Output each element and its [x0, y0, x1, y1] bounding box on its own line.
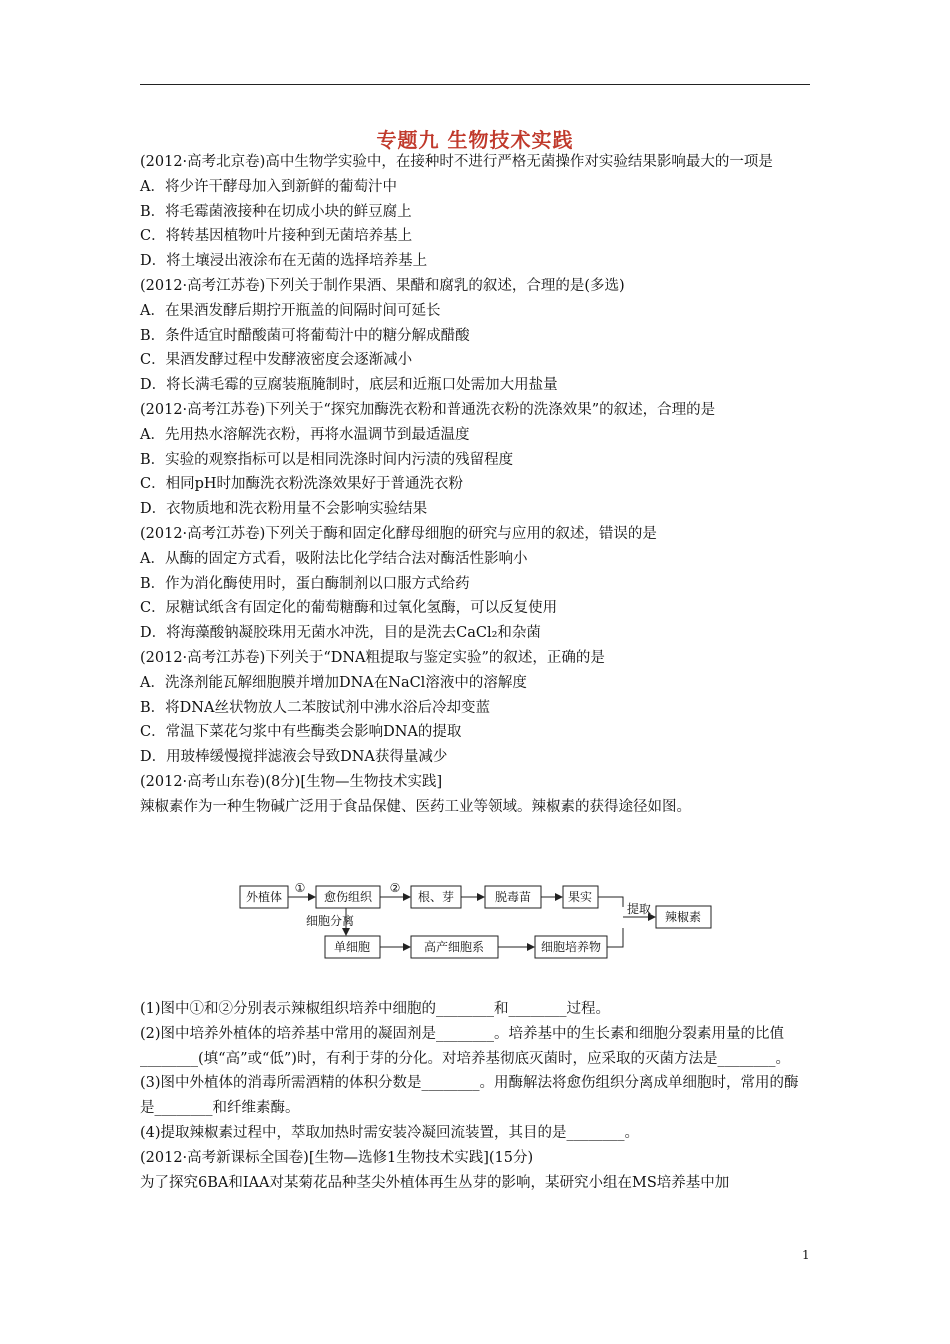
- question-4-stem: (2012·高考江苏卷)下列关于酶和固定化酵母细胞的研究与应用的叙述，错误的是: [140, 525, 657, 542]
- q2-option-c: C．果酒发酵过程中发酵液密度会逐渐减小: [140, 352, 413, 369]
- node-fruit: 果实: [567, 890, 593, 904]
- questions-block-bottom: [140, 997, 812, 1195]
- node-capsaicin: 辣椒素: [664, 910, 702, 924]
- question-7-intro: 为了探究6BA和IAA对某菊花品种茎尖外植体再生丛芽的影响，某研究小组在MS培养基中加: [140, 1174, 730, 1191]
- header-rule: [140, 84, 810, 85]
- node-explant: 外植体: [245, 890, 283, 904]
- q2-option-a: A．在果酒发酵后期拧开瓶盖的间隔时间可延长: [140, 302, 441, 319]
- question-3-stem: (2012·高考江苏卷)下列关于“探究加酶洗衣粉和普通洗衣粉的洗涤效果”的叙述，合理的是: [140, 401, 716, 418]
- question-7-header: (2012·高考新课标全国卷)[生物—选修1生物技术实践](15分): [140, 1149, 534, 1166]
- q5-option-b: B．将DNA丝状物放人二苯胺试剂中沸水浴后冷却变蓝: [140, 699, 490, 716]
- question-5-stem: (2012·高考江苏卷)下列关于“DNA粗提取与鉴定实验”的叙述，正确的是: [140, 649, 605, 666]
- q3-option-a: A．先用热水溶解洗衣粉，再将水温调节到最适温度: [140, 426, 470, 443]
- node-high-yield-line: 高产细胞系: [423, 940, 485, 954]
- question-2-stem: (2012·高考江苏卷)下列关于制作果酒、果醋和腐乳的叙述，合理的是(多选): [140, 277, 625, 294]
- label-cell-separation: 细胞分离: [306, 914, 355, 928]
- q4-option-b: B．作为消化酶使用时，蛋白酶制剂以口服方式给药: [140, 575, 470, 592]
- q6-part-3: (3)图中外植体的消毒所需酒精的体积分数是________。用酶解法将愈伤组织分离成单细胞时，常用的酶是________和纤维素酶。: [140, 1075, 799, 1117]
- q1-option-a: A．将少许干酵母加入到新鲜的葡萄汁中: [140, 178, 397, 195]
- q5-option-c: C．常温下菜花匀浆中有些酶类会影响DNA的提取: [140, 724, 462, 741]
- node-single-cell: 单细胞: [333, 940, 371, 954]
- q4-option-c: C．尿糖试纸含有固定化的葡萄糖酶和过氧化氢酶，可以反复使用: [140, 600, 558, 617]
- q2-option-d: D．将长满毛霉的豆腐装瓶腌制时，底层和近瓶口处需加大用盐量: [140, 377, 558, 394]
- node-virus-free-seedling: 脱毒苗: [494, 890, 532, 904]
- question-1-stem: (2012·高考北京卷)高中生物学实验中，在接种时不进行严格无菌操作对实验结果影响最大的一项是: [140, 154, 773, 170]
- node-cell-culture: 细胞培养物: [540, 940, 602, 954]
- q1-option-b: B．将毛霉菌液接种在切成小块的鲜豆腐上: [140, 203, 412, 220]
- label-extraction: 提取: [627, 902, 652, 916]
- label-step-1: ①: [294, 881, 306, 895]
- node-callus: 愈伤组织: [323, 890, 373, 904]
- flow-diagram-svg: [238, 880, 713, 965]
- q4-option-a: A．从酶的固定方式看，吸附法比化学结合法对酶活性影响小: [140, 550, 528, 567]
- q6-part-2: (2)图中培养外植体的培养基中常用的凝固剂是________。培养基中的生长素和细胞分裂素用量的比值________(填“高”或“低”)时，有利于芽的分化。对培养基彻底灭菌时，应采取的灭菌方法是________。: [140, 1025, 790, 1067]
- q1-option-c: C．将转基因植物叶片接种到无菌培养基上: [140, 228, 413, 245]
- question-6-intro: 辣椒素作为一种生物碱广泛用于食品保健、医药工业等领域。辣椒素的获得途径如图。: [140, 798, 691, 815]
- q3-option-d: D．衣物质地和洗衣粉用量不会影响实验结果: [140, 501, 428, 518]
- q5-option-d: D．用玻棒缓慢搅拌滤液会导致DNA获得量减少: [140, 749, 448, 766]
- question-6-header: (2012·高考山东卷)(8分)[生物—生物技术实践]: [140, 773, 443, 790]
- capsaicin-flow-diagram: [238, 880, 713, 965]
- q1-option-d: D．将土壤浸出液涂布在无菌的选择培养基上: [140, 253, 428, 270]
- questions-block-top: [140, 150, 812, 820]
- q6-part-1: (1)图中①和②分别表示辣椒组织培养中细胞的________和________过程。: [140, 1001, 611, 1017]
- node-root-bud: 根、芽: [417, 890, 455, 904]
- q2-option-b: B．条件适宜时醋酸菌可将葡萄汁中的糖分解成醋酸: [140, 327, 470, 344]
- q3-option-c: C．相同pH时加酶洗衣粉洗涤效果好于普通洗衣粉: [140, 476, 464, 493]
- page-title: 专题九 生物技术实践: [376, 128, 574, 152]
- q5-option-a: A．洗涤剂能瓦解细胞膜并增加DNA在NaCl溶液中的溶解度: [140, 674, 527, 691]
- label-step-2: ②: [389, 881, 401, 895]
- q3-option-b: B．实验的观察指标可以是相同洗涤时间内污渍的残留程度: [140, 451, 514, 468]
- q4-option-d: D．将海藻酸钠凝胶珠用无菌水冲洗，目的是洗去CaCl₂和杂菌: [140, 625, 541, 642]
- q6-part-4: (4)提取辣椒素过程中，萃取加热时需安装冷凝回流装置，其目的是________。: [140, 1124, 640, 1141]
- page-number: 1: [802, 1248, 810, 1262]
